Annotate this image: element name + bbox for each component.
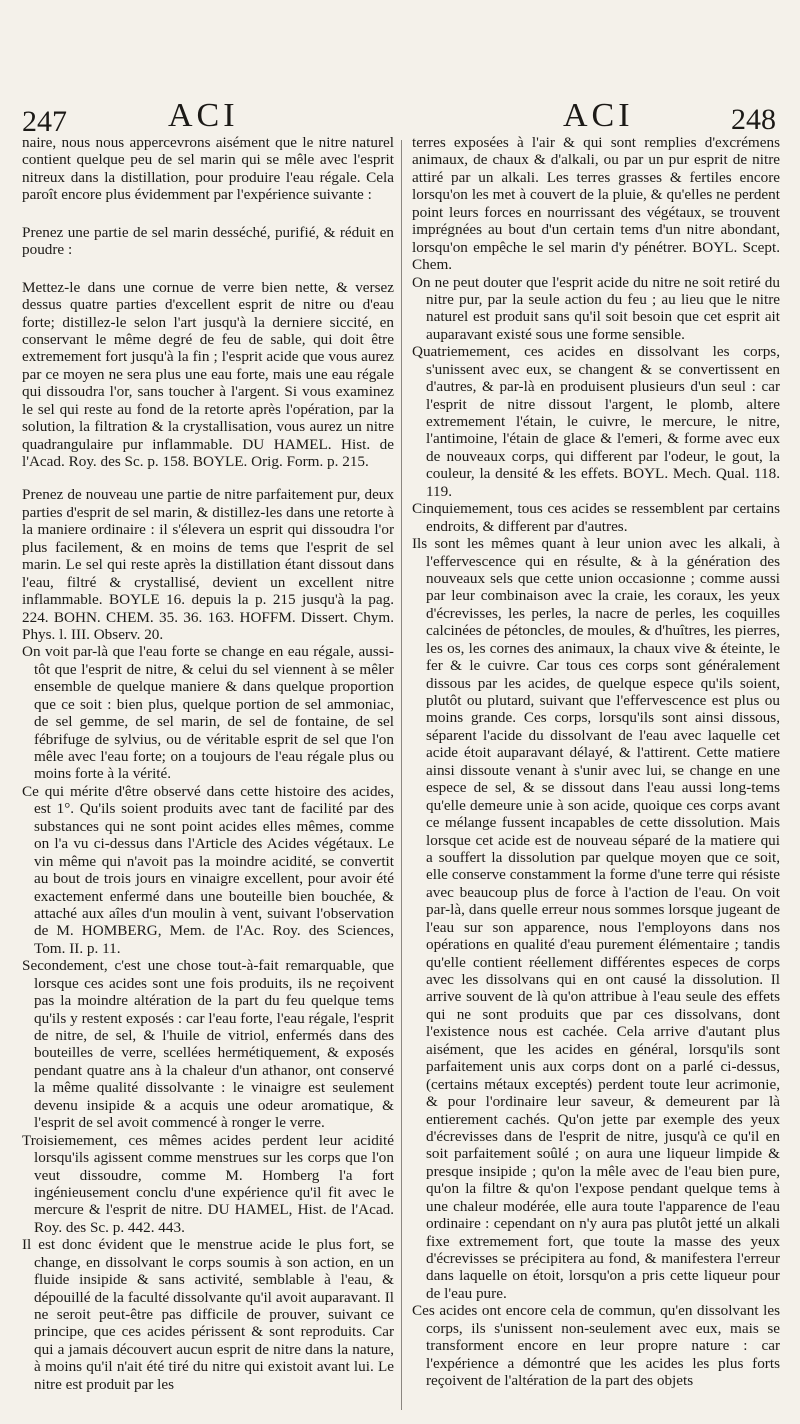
paragraph: Cinquiemement, tous ces acides se ressemblent par certains endroits, & different par d'autres.: [412, 500, 780, 535]
paragraph: Prenez de nouveau une partie de nitre parfaitement pur, deux parties d'esprit de sel marin, & distillez-les dans une retorte à la maniere ordinaire : il s'élevera un esprit qui dissoudra l'or plus facilement, & en moins de tems que l'esprit de sel marin. Le sel qui reste après la distillation étant dissout dans l'eau, filtré & crystallisé, devient un excellent nitre inflammable. BOYLE 16. depuis la p. 215 jusqu'à la pag. 224. BOHN. CHEM. 35. 36. 163. HOFFM. Dissert. Chym. Phys. l. III. Observ. 20.: [22, 486, 394, 643]
paragraph: Secondement, c'est une chose tout-à-fait remarquable, que lorsque ces acides sont une fois produits, ils ne reçoivent pas la moindre altération de la part du feu quelque tems qu'ils y restent exposés : car l'eau forte, l'eau régale, l'esprit de nitre, de sel, & l'huile de vitriol, enfermés dans des bouteilles de verre, scellées hermétiquement, & exposés pendant quatre ans à la chaleur d'un athanor, ont conservé la même qualité dissolvante : le vinaigre est seulement devenu insipide & a acquis une odeur aromatique, & l'esprit de sel avoit commencé à ronger le verre.: [22, 957, 394, 1132]
paragraph: Ces acides ont encore cela de commun, qu'en dissolvant les corps, ils s'unissent non-seulement avec eux, mais se transforment encore en leur propre nature : car l'expérience a démontré que les acides les plus forts reçoivent de l'altération de la part des objets: [412, 1302, 780, 1390]
paragraph: Troisiemement, ces mêmes acides perdent leur acidité lorsqu'ils agissent comme menstrues sur les corps que l'on veut dissoudre, comme M. Homberg l'a fort ingénieusement conclu d'une expérience qu'il fit avec le mercure & l'esprit de nitre. DU HAMEL, Hist. de l'Acad. Roy. des Sc. p. 442. 443.: [22, 1131, 394, 1236]
page-number-right: 248: [731, 103, 776, 136]
right-column: [412, 134, 780, 1390]
paragraph: Prenez une partie de sel marin desséché, purifié, & réduit en poudre :: [22, 223, 394, 259]
column-divider: [401, 140, 402, 1410]
running-head-left: ACI: [168, 97, 239, 134]
paragraph: Il est donc évident que le menstrue acide le plus fort, se change, en dissolvant le corps soumis à son action, en un fluide insipide & sans activité, semblable à l'eau, & dépouillé de la faculté dissolvante qu'il avoit auparavant. Il ne seroit peut-être pas difficile de prouver, suivant ce principe, que ces acides périssent & sont reproduits. Car qui a jamais découvert aucun esprit de nitre dans la nature, à moins qu'il n'ait été tiré du nitre qui existoit avant lui. Le nitre est produit par les: [22, 1236, 394, 1393]
paragraph: Ce qui mérite d'être observé dans cette histoire des acides, est 1°. Qu'ils soient produits avec tant de facilité par des substances qui ne sont point acides elles mêmes, comme on l'a vu ci-dessus dans l'Article des Acides végétaux. Le vin même qui n'avoit pas la moindre acidité, se convertit au bout de trois jours en vinaigre excellent, pour avoir été exactement enfermé dans une bouteille bien bouchée, & attaché aux aîles d'un moulin à vent, suivant l'observation de M. HOMBERG, Mem. de l'Ac. Roy. des Sciences, Tom. II. p. 11.: [22, 782, 394, 957]
paragraph: On voit par-là que l'eau forte se change en eau régale, aussi-tôt que l'esprit de nitre, & celui du sel viennent à se mêler ensemble de quelque maniere & dans quelque proportion que ce soit : bien plus, quelque portion de sel ammoniac, de sel gemme, de sel marin, de sel de fontaine, de sel fébrifuge de sylvius, ou de véritable esprit de sel que l'on mêle avec l'eau forte; on a toujours de l'eau régale plus ou moins forte à la vérité.: [22, 643, 394, 783]
paragraph: naire, nous nous appercevrons aisément que le nitre naturel contient quelque peu de sel marin qui se mêle avec l'esprit nitreux dans la distillation, pour produire l'eau régale. Cela paroît encore plus évidemment par l'expérience suivante :: [22, 134, 394, 204]
paragraph: terres exposées à l'air & qui sont remplies d'excrémens animaux, de chaux & d'alkali, ou par un pur esprit de nitre attiré par un alkali. Les terres grasses & fertiles encore lorsqu'on les met à couvert de la pluie, & qu'elles ne perdent point leurs forces en nourrissant des végétaux, se trouvent imprégnées au bout d'un certain tems d'un nitre abondant, lorsqu'on empêche le sel marin d'y pénétrer. BOYL. Scept. Chem.: [412, 134, 780, 274]
running-head-right: ACI: [563, 97, 634, 134]
paragraph: Ils sont les mêmes quant à leur union avec les alkali, à l'effervescence qui en résulte, & à la génération des nouveaux sels que cette union occasionne ; comme aussi par leur combinaison avec la craie, les coraux, les yeux d'écrevisses, les perles, la nacre de perles, les coquilles calcinées de pétoncles, de moules, & d'huîtres, les pierres, les os, les cornes des animaux, la chaux vive & éteinte, le fer & le cuivre. Car tous ces corps sont généralement dissous par les acides, de quelque espece qu'ils soient, plutôt ou plutard, suivant que l'effervescence est plus ou moins grande. Ces corps, lorsqu'ils sont ainsi dissous, séparent l'acide du dissolvant de l'eau avec laquelle cet acide étoit auparavant délayé, & l'attirent. Cette matiere ainsi dissoute venant à s'unir avec lui, se change en une espece de sel, & se dissout dans l'eau aussi long-tems qu'elle demeure unie à son acide, quoique ces corps avant ce mélange fussent incapables de cette dissolution. Mais lorsque cet acide est de nouveau séparé de la matiere qui a souffert la dissolution par quelque moyen que ce soit, elle conserve constamment la forme d'une terre qui résiste avec beaucoup plus de force à l'action de l'eau. On voit par-là, dans quelle erreur nous sommes lorsque jugeant de l'eau sur son apparence, nous l'employons dans nos opérations en qualité d'eau purement élémentaire ; tandis qu'elle contient réellement différentes especes de corps avec les dissolvans qui en ont causé la dissolution. Il arrive souvent de là qu'on attribue à l'eau seule des effets qui ne sont produits que par ces dissolvans, dont l'existence nous est cachée. Cela arrive d'autant plus aisément, que les acides en général, lorsqu'ils sont parfaitement unis aux corps dont on a parlé ci-dessus, (certains métaux exceptés) perdent toute leur acrimonie, & pour l'ordinaire leur saveur, & demeurent par là entierement cachés. Qu'on jette par exemple des yeux d'écrevisses dans de l'esprit de nitre, jusqu'à ce qu'il en soit parfaitement soûlé ; on aura une liqueur limpide & presque insipide ; qu'on la mêle avec de l'eau bien pure, qu'on la filtre & qu'on l'expose pendant quelque tems à une chaleur modérée, elle aura toute l'apparence de l'eau ordinaire : cependant on n'y aura pas plutôt jetté un alkali fixe extremement fort, que toute la masse des yeux d'écrevisses se précipitera au fond, & manifestera l'erreur dans laquelle on étoit, lorsqu'on a pris cette liqueur pour de l'eau pure.: [412, 535, 780, 1302]
paragraph: On ne peut douter que l'esprit acide du nitre ne soit retiré du nitre pur, par la seule action du feu ; au lieu que le nitre naturel est produit sans qu'il soit besoin que cet esprit ait auparavant existé sous une forme sensible.: [412, 273, 780, 343]
page-number-left: 247: [22, 105, 67, 138]
paragraph: Quatriemement, ces acides en dissolvant les corps, s'unissent avec eux, se changent & se convertissent en d'autres, & par-là en produisent plusieurs d'un seul : car l'esprit de nitre dissout l'argent, le plomb, altere extremement l'étain, le cuivre, le mercure, le nitre, l'antimoine, l'étain de glace & l'emeri, & forme avec eux de nouveaux corps, qui different par l'odeur, le gout, la couleur, la densité & les effets. BOYL. Mech. Qual. 118. 119.: [412, 343, 780, 500]
left-column: [22, 134, 394, 1393]
paragraph: Mettez-le dans une cornue de verre bien nette, & versez dessus quatre parties d'excellent esprit de nitre ou d'eau forte; distillez-le selon l'art jusqu'à la derniere siccité, en conservant le même degré de feu de sable, qui doit être extremement fort jusqu'à la fin ; l'esprit acide que vous aurez par ce moyen ne sera plus une eau forte, mais une eau régale qui dissoudra l'or, sans toucher à l'argent. Si vous examinez le sel qui reste au fond de la retorte après l'opération, par la solution, la filtration & la crystallisation, vous aurez un nitre quadrangulaire pur inflammable. DU HAMEL. Hist. de l'Acad. Roy. des Sc. p. 158. BOYLE. Orig. Form. p. 215.: [22, 278, 394, 470]
